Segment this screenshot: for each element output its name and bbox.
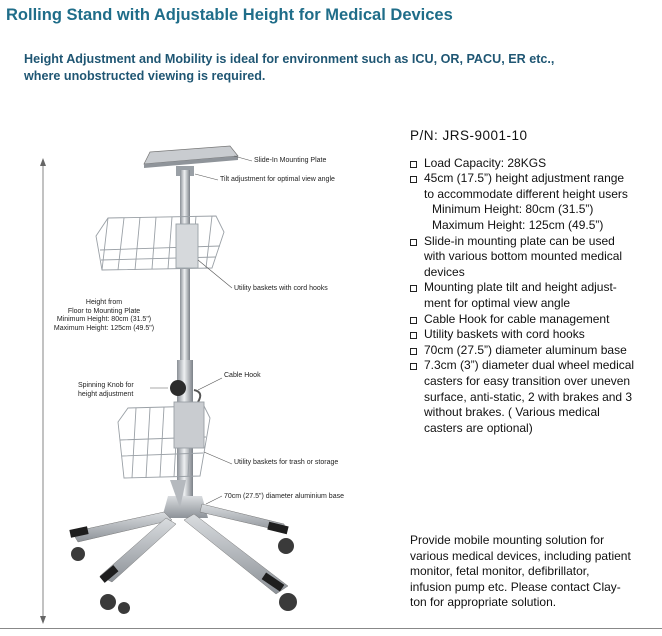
promo-line: infusion pump etc. Please contact Clay- <box>410 579 621 594</box>
knob-line-1: Spinning Knob for <box>78 382 134 389</box>
feature-item <box>410 327 655 343</box>
feature-item <box>410 358 655 436</box>
feature-item <box>410 280 655 311</box>
promo-line: monitor, fetal monitor, defibrillator, <box>410 564 590 579</box>
mounting-plate <box>144 146 238 176</box>
subtitle-line-2: where unobstructed viewing is required. <box>24 69 266 83</box>
callout-base: 70cm (27.5") diameter aluminium base <box>224 493 344 500</box>
height-line-1: Height from <box>85 299 123 306</box>
feature-item <box>410 171 655 233</box>
feature-list <box>410 156 655 437</box>
feature-item <box>410 312 655 328</box>
feature-line: ment for optimal view angle <box>424 295 571 310</box>
promo-line: ton for appropriate solution. <box>410 595 557 610</box>
feature-line: Mounting plate tilt and height adjust- <box>424 280 617 295</box>
bullet-box-icon <box>410 363 417 370</box>
upper-basket <box>96 216 224 270</box>
feature-line: casters are optional) <box>424 420 533 435</box>
height-line-4: Maximum Height: 125cm (49.5") <box>53 324 155 332</box>
subtitle-line-1: Height Adjustment and Mobility is ideal for environment such as ICU, OR, PACU, ER etc., <box>24 52 555 66</box>
height-line-3: Minimum Height: 80cm (31.5") <box>56 316 152 323</box>
lower-basket <box>118 402 210 478</box>
bullet-box-icon <box>410 161 417 168</box>
bullet-box-icon <box>410 239 417 246</box>
feature-line: without brakes. ( Various medical <box>424 405 600 420</box>
bullet-box-icon <box>410 285 417 292</box>
feature-line: to accommodate different height users <box>424 186 628 201</box>
feature-line: 70cm (27.5”) diameter aluminum base <box>424 342 627 357</box>
feature-item <box>410 343 655 359</box>
bullet-box-icon <box>410 317 417 324</box>
feature-line: surface, anti-static, 2 with brakes and 3 <box>424 389 633 404</box>
promo-line: Provide mobile mounting solution for <box>410 533 605 547</box>
callout-slide-in-plate: Slide-In Mounting Plate <box>254 157 327 164</box>
feature-subline: Minimum Height: 80cm (31.5”) <box>432 202 594 217</box>
feature-line: casters for easy transition over uneven <box>424 373 631 388</box>
promo-line: various medical devices, including patient <box>410 548 631 563</box>
bullet-box-icon <box>410 176 417 183</box>
feature-line: 7.3cm (3”) diameter dual wheel medical <box>424 358 635 373</box>
cable-hook <box>194 390 200 402</box>
bullet-box-icon <box>410 332 417 339</box>
feature-line: Load Capacity: 28KGS <box>424 155 547 170</box>
callout-tilt: Tilt adjustment for optimal view angle <box>220 176 335 183</box>
callout-height <box>34 299 174 333</box>
spinning-knob <box>170 380 186 396</box>
part-number: P/N: JRS-9001-10 <box>410 128 528 143</box>
callout-utility-trash: Utility baskets for trash or storage <box>234 459 339 466</box>
height-line-2: Floor to Mounting Plate <box>67 307 141 315</box>
stand-drawing <box>0 100 400 630</box>
knob-line-2: height adjustment <box>78 390 134 398</box>
page-title: Rolling Stand with Adjustable Height for Medical Devices <box>6 6 453 24</box>
feature-line: 45cm (17.5”) height adjustment range <box>424 171 625 186</box>
page-subtitle <box>24 51 554 85</box>
feature-line: Utility baskets with cord hooks <box>424 327 585 342</box>
callout-utility-cord: Utility baskets with cord hooks <box>234 285 328 292</box>
callout-knob <box>78 382 134 399</box>
spec-panel <box>410 128 655 436</box>
stand-illustration <box>0 100 400 630</box>
feature-subline: Maximum Height: 125cm (49.5”) <box>432 217 604 232</box>
bullet-box-icon <box>410 348 417 355</box>
feature-item <box>410 234 655 281</box>
feature-item <box>410 156 655 172</box>
promo-text <box>410 533 658 611</box>
feature-line: devices <box>424 264 465 279</box>
feature-line: Slide-in mounting plate can be used <box>424 233 615 248</box>
feature-line: with various bottom mounted medical <box>424 249 623 264</box>
height-dimension-arrow <box>40 158 46 624</box>
bottom-divider <box>0 628 662 629</box>
feature-line: Cable Hook for cable management <box>424 311 610 326</box>
callout-cable-hook: Cable Hook <box>224 372 261 379</box>
